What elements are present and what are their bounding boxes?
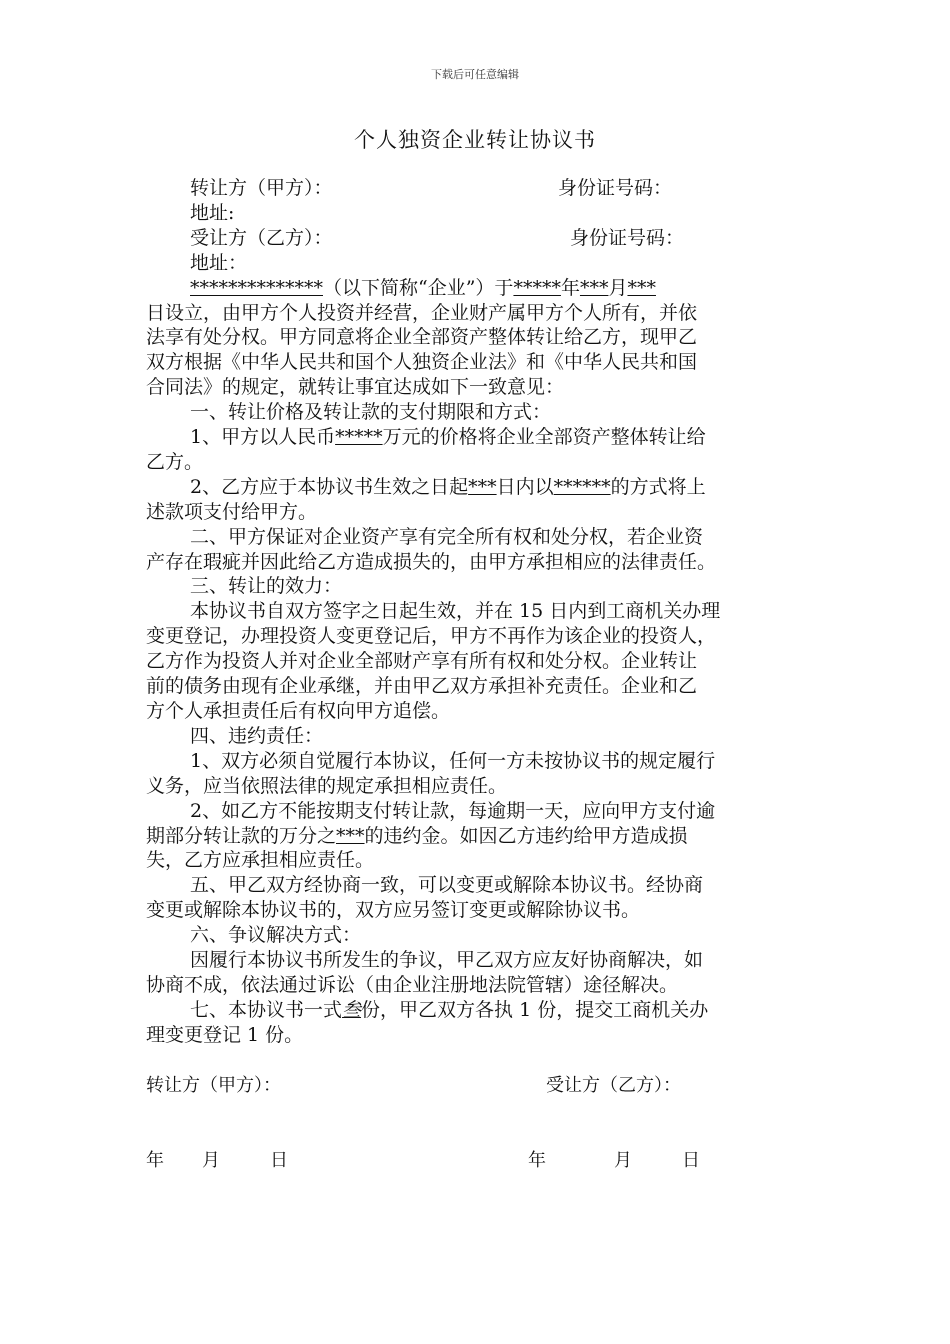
header-note: 下载后可任意编辑: [431, 68, 519, 81]
text: 七、本协议书一式: [190, 998, 343, 1021]
paragraph-line: 乙方。: [146, 450, 204, 473]
text: 的方式将上: [610, 475, 706, 498]
paragraph-line: 乙方作为投资人并对企业全部财产享有所有权和处分权。企业转让: [146, 650, 698, 673]
enterprise-name-blank: **************: [190, 276, 323, 299]
paragraph-line: 产存在瑕疵并因此给乙方造成损失的，由甲方承担相应的法律责任。: [146, 550, 717, 573]
paragraph-line: 变更登记，办理投资人变更登记后，甲方不再作为该企业的投资人，: [146, 625, 717, 648]
paragraph-line: 前的债务由现有企业承继，并由甲乙双方承担补充责任。企业和乙: [146, 675, 698, 698]
party-a-address-label: 地址:: [190, 201, 235, 224]
signature-dates: [146, 1146, 808, 1172]
paragraph-line: 协商不成，依法通过诉讼（由企业注册地法院管辖）途径解决。: [146, 973, 679, 996]
paragraph-line: 理变更登记 1 份。: [146, 1023, 304, 1046]
text: 的违约金。如因乙方违约给甲方造成损: [364, 824, 688, 847]
clause-1-2: [146, 475, 808, 500]
party-b-id-label: 身份证号码：: [570, 226, 685, 249]
date-year-a: 年: [146, 1150, 164, 1171]
date-month-a: 月: [202, 1150, 220, 1171]
section-7-line: [146, 998, 808, 1023]
clause-4-2-rate-line: [146, 824, 808, 849]
document-title: 个人独资企业转让协议书: [354, 128, 596, 152]
document-body: [146, 176, 808, 1048]
party-a-row: [146, 176, 808, 201]
clause-4-2: 2、如乙方不能按期支付转让款，每逾期一天，应向甲方支付逾: [190, 799, 716, 822]
text: 年: [560, 276, 580, 299]
section-3-heading: 三、转让的效力：: [190, 575, 343, 598]
paragraph-line: 义务，应当依照法律的规定承担相应责任。: [146, 774, 508, 797]
copies-blank: 叁: [342, 998, 362, 1021]
signature-party-b: 受让方（乙方）：: [546, 1075, 681, 1096]
paragraph-line: 法享有处分权。甲方同意将企业全部资产整体转让给乙方，现甲乙: [146, 326, 698, 349]
section-4-heading: 四、违约责任：: [190, 724, 324, 747]
paragraph-line: 变更或解除本协议书的，双方应另签订变更或解除协议书。: [146, 899, 641, 922]
paragraph-line: 合同法》的规定，就转让事宜达成如下一致意见：: [146, 376, 565, 399]
paragraph-line: 双方根据《中华人民共和国个人独资企业法》和《中华人民共和国: [146, 351, 698, 374]
text: 日内以: [496, 475, 554, 498]
signature-party-a: 转让方（甲方）：: [146, 1075, 281, 1096]
text: 1、甲方以人民币: [190, 426, 336, 449]
text: 份，甲乙双方各执 1 份，提交工商机关办: [361, 998, 709, 1021]
method-blank: ******: [553, 475, 611, 498]
party-b-label: 受让方（乙方）：: [190, 226, 333, 249]
date-year-b: 年: [528, 1150, 546, 1171]
penalty-rate-blank: ***: [336, 824, 365, 847]
paragraph-line: 方个人承担责任后有权向甲方追偿。: [146, 700, 451, 722]
year-blank: *****: [513, 276, 561, 299]
signature-labels: [146, 1071, 808, 1097]
text: 2、乙方应于本协议书生效之日起: [190, 475, 469, 498]
text: （以下简称“企业”）于: [323, 276, 514, 299]
section-5-line: 五、甲乙双方经协商一致，可以变更或解除本协议书。经协商: [190, 874, 704, 897]
paragraph-line: 述款项支付给甲方。: [146, 500, 318, 523]
section-2-line: 二、甲方保证对企业资产享有完全所有权和处分权，若企业资: [190, 525, 704, 548]
section-3-line: 本协议书自双方签字之日起生效，并在 15 日内到工商机关办理: [190, 600, 721, 623]
date-day-a: 日: [270, 1150, 288, 1171]
date-month-b: 月: [614, 1150, 632, 1171]
days-blank: ***: [468, 475, 497, 498]
party-a-label: 转让方（甲方）：: [190, 177, 333, 199]
price-blank: *****: [335, 426, 383, 449]
month-blank: ***: [579, 276, 609, 299]
paragraph-line: 日设立，由甲方个人投资并经营，企业财产属甲方个人所有，并依: [146, 301, 698, 324]
text: 月: [608, 276, 628, 299]
text: 万元的价格将企业全部资产整体转让给: [382, 426, 706, 449]
paragraph-1-first-line: [146, 276, 808, 301]
day-blank: ***: [627, 276, 656, 299]
paragraph-line: 失，乙方应承担相应责任。: [146, 849, 375, 872]
clause-1-1: [146, 425, 808, 450]
section-6-line: 因履行本协议书所发生的争议，甲乙双方应友好协商解决，如: [190, 949, 704, 972]
clause-4-1: 1、双方必须自觉履行本协议，任何一方未按协议书的规定履行: [190, 749, 716, 772]
section-6-heading: 六、争议解决方式：: [190, 924, 362, 947]
party-b-row: [146, 226, 808, 251]
date-day-b: 日: [682, 1150, 700, 1171]
section-1-heading: 一、转让价格及转让款的支付期限和方式：: [190, 401, 552, 424]
text: 期部分转让款的万分之: [146, 824, 337, 847]
party-a-id-label: 身份证号码：: [558, 177, 673, 199]
party-b-address-label: 地址：: [190, 251, 248, 274]
